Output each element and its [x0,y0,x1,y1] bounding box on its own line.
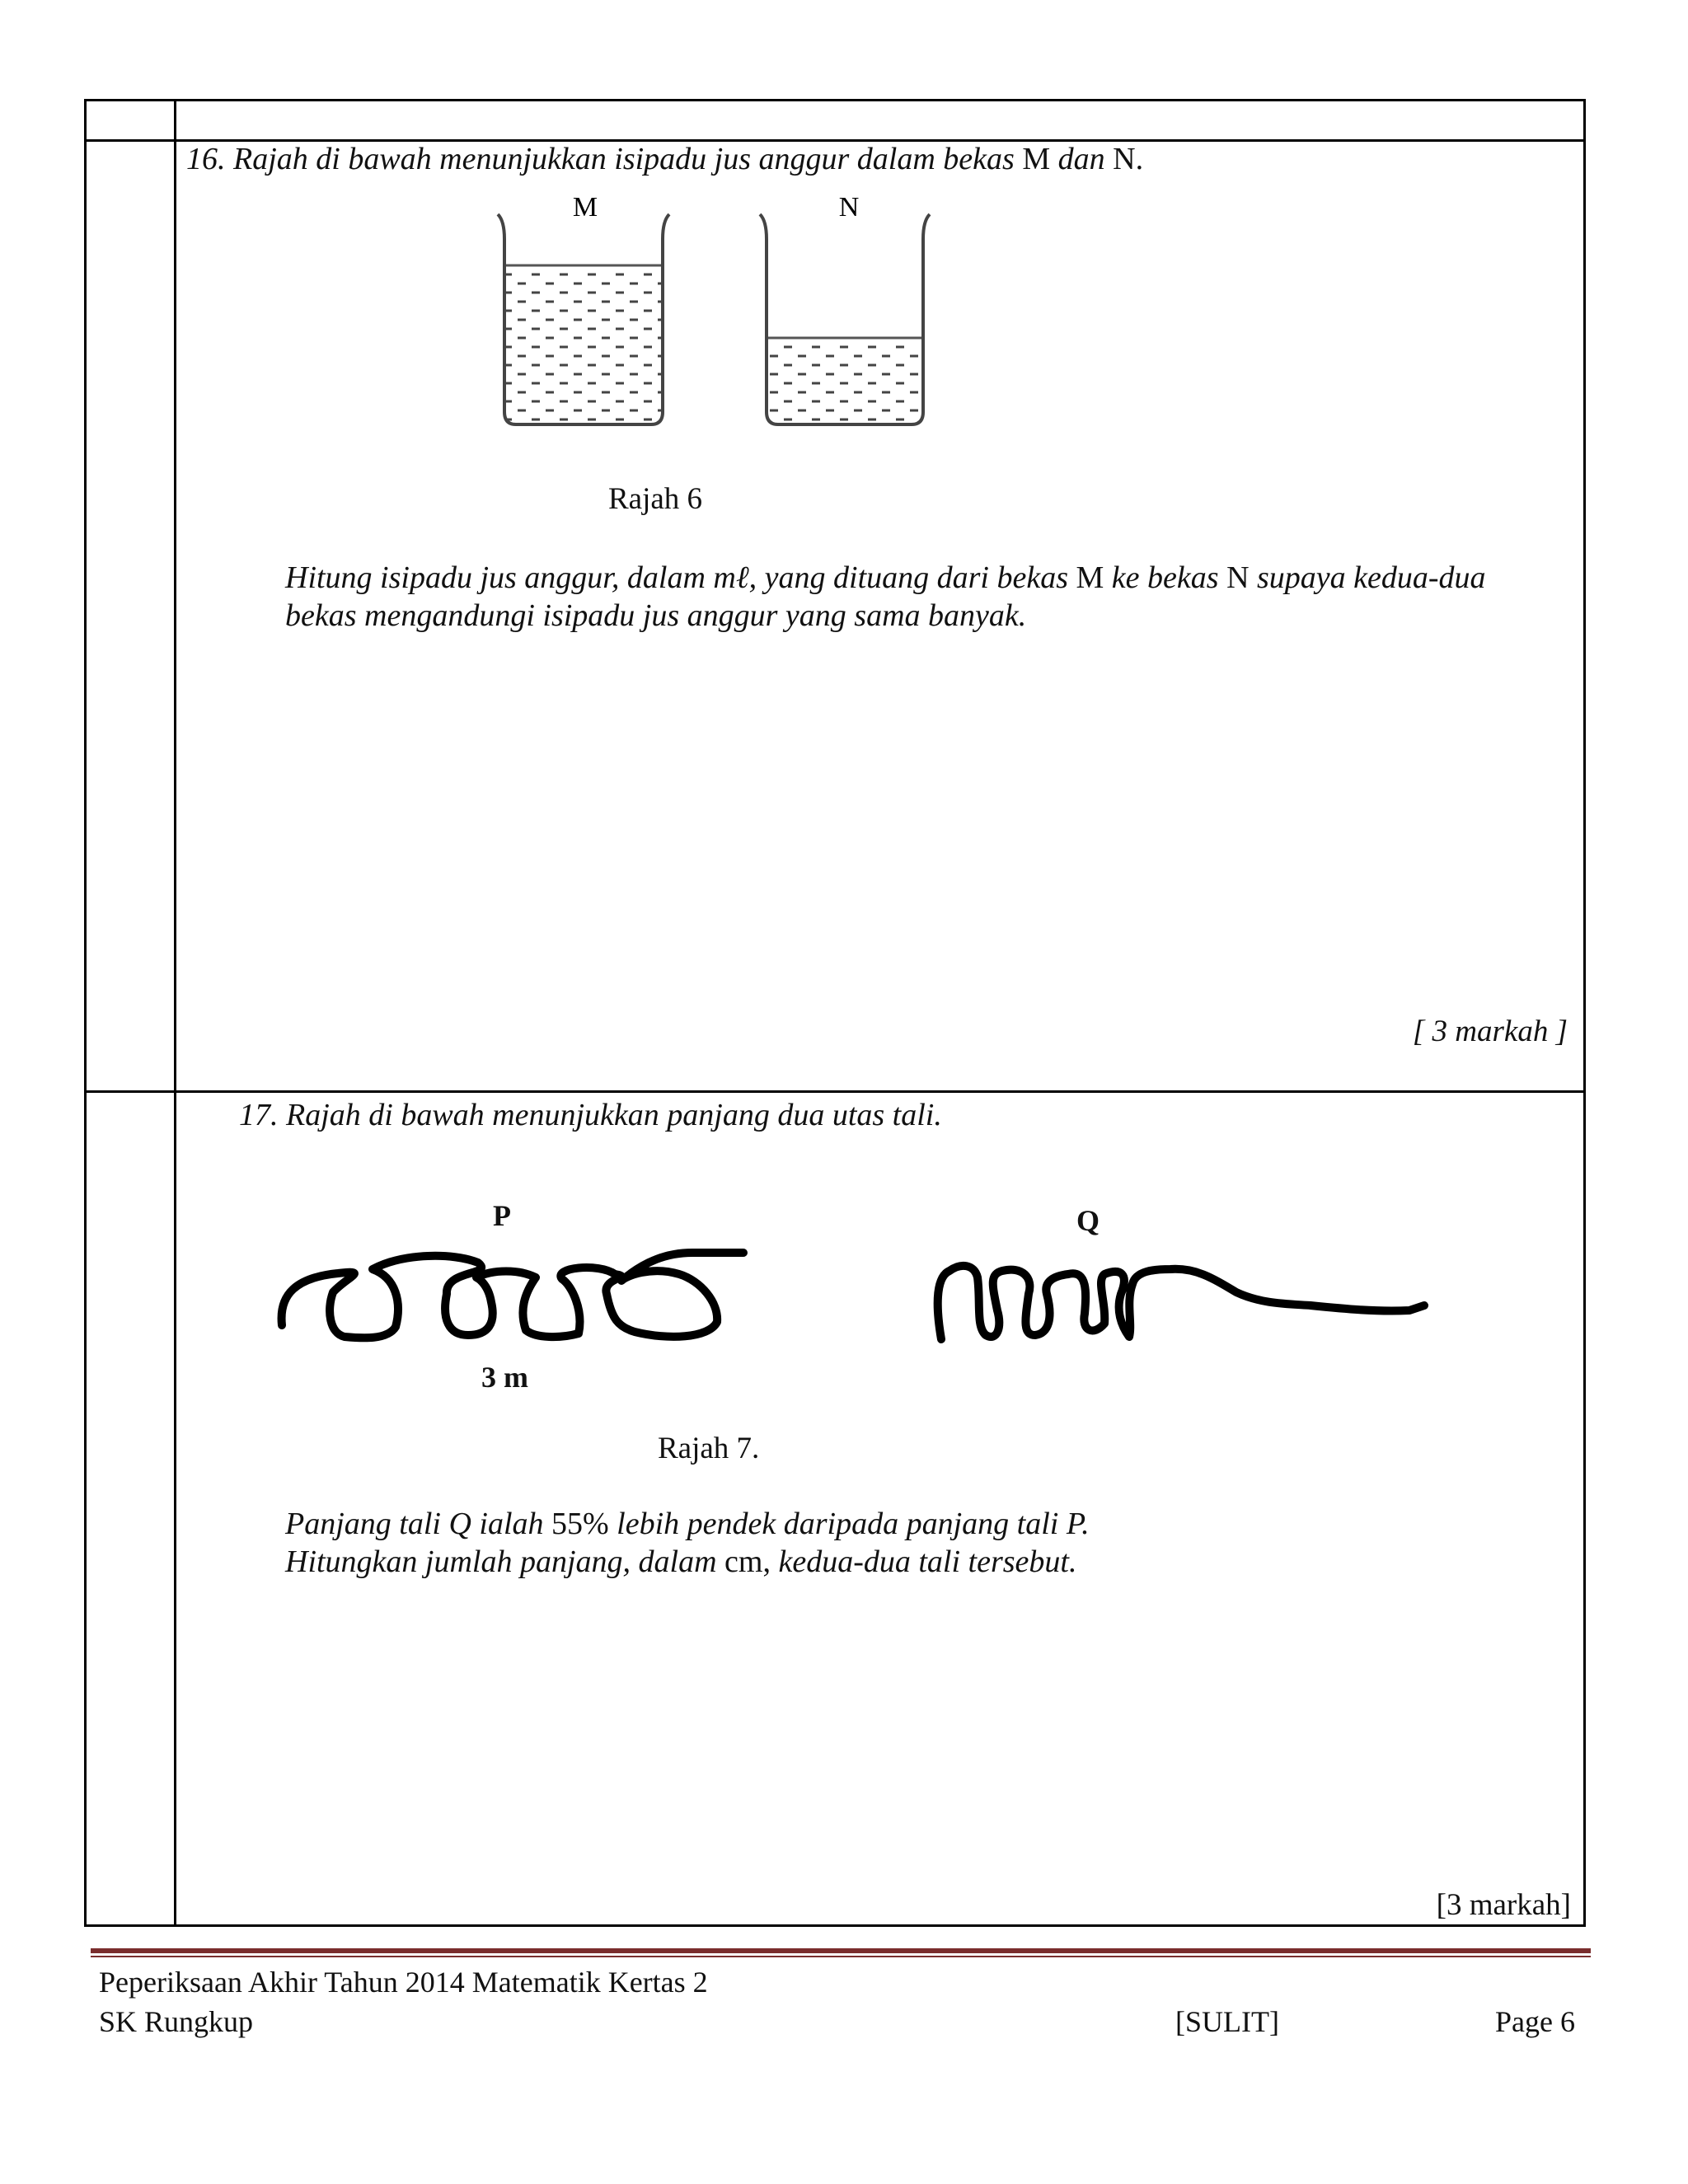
footer-rule-thin [91,1956,1591,1957]
q16-containers-diagram [486,192,948,445]
footer-rule [91,1948,1591,1953]
q16-figure-caption: Rajah 6 [608,482,703,516]
q17-marks: [3 markah] [1436,1888,1571,1922]
q17-question-line1: Panjang tali Q ialah 55% lebih pendek daripada panjang tali P. [285,1507,1090,1541]
rope-q-label: Q [1076,1204,1100,1237]
rope-p-label: P [493,1199,511,1232]
container-n-juice [767,338,923,422]
footer-classification: [SULIT] [1175,2005,1279,2038]
table-column-divider [174,101,176,1924]
footer-page-number: Page 6 [1495,2005,1575,2038]
q16-question-line2: bekas mengandungi isipadu jus anggur yang sama banyak. [285,598,1027,633]
q17-figure-caption: Rajah 7. [658,1432,760,1465]
rope-p-drawing [272,1228,767,1352]
rope-q-drawing [931,1244,1442,1352]
rope-p-length: 3 m [481,1361,528,1394]
question-divider [87,1090,1583,1093]
container-n-label: N [838,192,860,223]
q17-prompt: 17. Rajah di bawah menunjukkan panjang dua utas tali. [239,1098,942,1132]
q17-question-line2: Hitungkan jumlah panjang, dalam cm, kedua-dua tali tersebut. [285,1544,1077,1579]
q16-marks: [ 3 markah ] [1412,1015,1568,1048]
container-m [498,192,669,424]
q16-prompt: 16. Rajah di bawah menunjukkan isipadu jus anggur dalam bekas M dan N. [186,142,1144,176]
footer-exam-title: Peperiksaan Akhir Tahun 2014 Matematik Kertas 2 [99,1966,708,1999]
container-m-label: M [572,192,598,223]
container-n [760,192,930,424]
footer-school: SK Rungkup [99,2005,254,2038]
container-m-juice [506,265,663,422]
q16-question-line1: Hitung isipadu jus anggur, dalam mℓ, yang dituang dari bekas M ke bekas N supaya kedua-dua [285,560,1486,595]
